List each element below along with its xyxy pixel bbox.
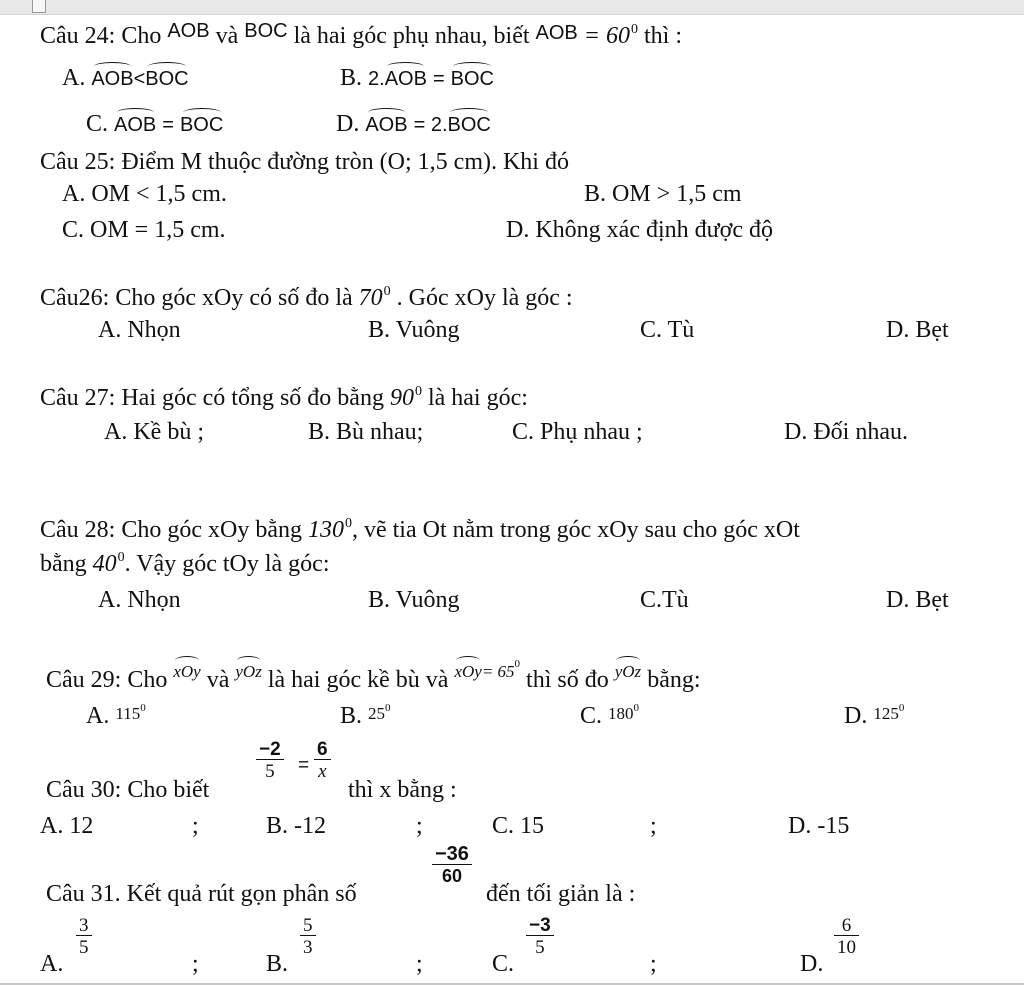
- q24-stem: [40, 20, 682, 49]
- q30-equals: =: [298, 755, 310, 776]
- q31-separator-3: ;: [650, 951, 657, 977]
- q29-option-c-label: C.: [580, 703, 603, 729]
- q24-option-a: [62, 66, 189, 90]
- q24-option-b: [340, 66, 494, 90]
- q24-option-b-right: BOC: [450, 68, 494, 90]
- q30-separator-1: ;: [192, 813, 199, 839]
- q29-option-c-degree: 0: [633, 702, 640, 714]
- q29-option-b-label: B.: [340, 703, 363, 729]
- q31-stem-end: đến tối giản là :: [486, 881, 636, 907]
- q24-option-d-label: D.: [336, 111, 360, 137]
- q24-option-b-label: B.: [340, 65, 363, 91]
- q24-stem-end: thì :: [643, 23, 682, 49]
- q29-option-c-value: 180: [608, 704, 634, 723]
- q29-option-b-value: 25: [368, 704, 386, 723]
- q28-option-c: C.Tù: [640, 587, 689, 613]
- q29-option-c: [580, 704, 639, 728]
- q29-angle-xoy: xOy: [173, 662, 201, 681]
- q26-option-d: D. Bẹt: [886, 317, 949, 343]
- q29-option-d-label: D.: [844, 703, 868, 729]
- q29-option-a-label: A.: [86, 703, 110, 729]
- q29-angle-xoy-given: xOy: [454, 662, 482, 681]
- q31-option-c-label: C.: [492, 951, 515, 977]
- q31-separator-1: ;: [192, 951, 199, 977]
- q27-stem-end: là hai góc:: [427, 385, 528, 411]
- q31-fraction: [432, 844, 472, 885]
- q27-option-d: D. Đối nhau.: [784, 419, 908, 445]
- q31-option-b-fraction: [300, 916, 316, 957]
- q25-option-d: D. Không xác định được độ: [506, 217, 773, 243]
- q25-option-a: A. OM < 1,5 cm.: [62, 181, 227, 207]
- q24-option-a-left: AOB: [91, 68, 134, 90]
- q31-option-a-label: A.: [40, 951, 64, 977]
- q29-stem: [46, 658, 701, 693]
- q28-option-d: D. Bẹt: [886, 587, 949, 613]
- q24-angle-aob: AOB: [167, 20, 210, 42]
- q31-option-c-denominator: 5: [526, 935, 554, 957]
- q26-stem-end: . Góc xOy là góc :: [396, 285, 573, 311]
- q27-stem-text: Câu 27: Hai góc có tổng số đo bằng: [40, 385, 384, 411]
- q24-degree: 0: [630, 22, 638, 37]
- q24-option-a-right: BOC: [145, 68, 189, 90]
- q26-degree: 0: [383, 284, 391, 299]
- q29-option-d-degree: 0: [898, 702, 905, 714]
- q31-separator-2: ;: [416, 951, 423, 977]
- q24-option-d: [336, 112, 491, 136]
- q24-option-d-op: = 2.: [413, 114, 448, 136]
- q31-option-b-denominator: 3: [300, 935, 316, 957]
- q24-option-c-right: BOC: [179, 114, 224, 136]
- q29-option-b: [340, 704, 391, 728]
- q30-separator-2: ;: [416, 813, 423, 839]
- q25-stem: Câu 25: Điểm M thuộc đường tròn (O; 1,5 cm). Khi đó: [40, 149, 569, 175]
- q24-angle-aob-given: AOB: [535, 22, 578, 44]
- q29-option-a-value: 115: [115, 704, 141, 723]
- q27-option-a: A. Kề bù ;: [104, 419, 204, 445]
- q24-stem-text: Câu 24: Cho: [40, 23, 162, 49]
- q28-stem-line2: [40, 552, 330, 576]
- q24-option-d-left: AOB: [365, 114, 408, 136]
- q29-option-b-degree: 0: [385, 702, 391, 714]
- q30-option-b: B. -12: [266, 813, 326, 839]
- q27-option-b: B. Bù nhau;: [308, 419, 424, 445]
- q24-option-c-op: =: [162, 114, 174, 136]
- q26-option-b: B. Vuông: [368, 317, 460, 343]
- page-corner-marker: [32, 0, 46, 13]
- q28-stem-end: . Vậy góc tOy là góc:: [124, 551, 330, 577]
- q29-degree: 0: [514, 658, 521, 670]
- q27-angle-value: 90: [389, 385, 414, 411]
- q29-stem-text3: thì số đo: [526, 667, 609, 693]
- q26-angle-value: 70: [358, 285, 383, 311]
- q25-option-b: B. OM > 1,5 cm: [584, 181, 742, 207]
- q26-option-c: C. Tù: [640, 317, 695, 343]
- q24-option-a-op: <: [133, 68, 146, 90]
- q29-option-d-value: 125: [873, 704, 899, 723]
- q28-angle-value2: 40: [92, 551, 117, 577]
- q24-stem-and: và: [215, 23, 239, 49]
- q31-fraction-numerator: −36: [435, 843, 469, 865]
- q28-option-a: A. Nhọn: [98, 587, 181, 613]
- q31-option-d-fraction: [834, 916, 859, 957]
- q31-option-d-numerator: 6: [841, 915, 852, 936]
- q28-stem-text3: bằng: [40, 551, 87, 577]
- q31-option-c-numerator: −3: [529, 915, 551, 936]
- q27-stem: [40, 386, 528, 410]
- q28-stem-line1: [40, 518, 800, 542]
- q28-stem-text: Câu 28: Cho góc xOy bằng: [40, 517, 302, 543]
- q29-stem-text: Câu 29: Cho: [46, 667, 168, 693]
- q24-stem-text2: là hai góc phụ nhau, biết: [293, 23, 530, 49]
- q31-option-d-denominator: 10: [834, 935, 859, 957]
- q30-option-c: C. 15: [492, 813, 545, 839]
- q30-option-a: A. 12: [40, 813, 94, 839]
- q31-option-c-fraction: [526, 916, 554, 957]
- q31-fraction-denominator: 60: [432, 864, 472, 885]
- q25-option-c: C. OM = 1,5 cm.: [62, 217, 226, 243]
- q28-option-b: B. Vuông: [368, 587, 460, 613]
- q29-option-d: [844, 704, 904, 728]
- q24-option-a-label: A.: [62, 65, 86, 91]
- q31-option-d-label: D.: [800, 951, 824, 977]
- q31-option-a-numerator: 3: [79, 915, 89, 936]
- q30-stem-text: Câu 30: Cho biết: [46, 777, 210, 803]
- q30-fraction-left-numerator: −2: [259, 739, 281, 760]
- q27-degree: 0: [414, 384, 422, 399]
- document-ruler-bar: [0, 0, 1024, 15]
- q24-option-c-label: C.: [86, 111, 109, 137]
- q24-option-c-left: AOB: [114, 114, 157, 136]
- q29-option-a: [86, 704, 146, 728]
- q31-option-a-fraction: [76, 916, 92, 957]
- q30-fraction-right: [314, 740, 331, 781]
- q24-angle-value: = 60: [583, 23, 630, 49]
- q26-stem: [40, 286, 573, 310]
- q28-degree: 0: [344, 516, 352, 531]
- q30-fraction-left: [256, 740, 284, 781]
- q29-angle-value: = 65: [481, 662, 515, 681]
- q30-fraction-right-numerator: 6: [317, 739, 328, 760]
- q29-angle-yoz: yOz: [235, 662, 262, 681]
- q24-option-b-left: AOB: [384, 68, 427, 90]
- q24-option-c: [86, 112, 223, 136]
- q28-degree2: 0: [117, 550, 125, 565]
- q30-fraction-right-denominator: x: [314, 759, 331, 781]
- q24-angle-boc: BOC: [244, 20, 288, 42]
- q31-stem-text: Câu 31. Kết quả rút gọn phân số: [46, 881, 357, 907]
- q28-stem-text2: , vẽ tia Ot nằm trong góc xOy sau cho góc xOt: [351, 517, 800, 543]
- q29-option-a-degree: 0: [140, 702, 146, 714]
- q29-stem-end: bằng:: [647, 667, 701, 693]
- q30-option-d: D. -15: [788, 813, 850, 839]
- q26-option-a: A. Nhọn: [98, 317, 181, 343]
- q31-option-b-label: B.: [266, 951, 289, 977]
- q29-stem-text2: là hai góc kề bù và: [267, 667, 449, 693]
- q29-stem-and: và: [206, 667, 230, 693]
- q31-option-a-denominator: 5: [76, 935, 92, 957]
- q28-angle-value: 130: [307, 517, 344, 543]
- q30-separator-3: ;: [650, 813, 657, 839]
- q27-option-c: C. Phụ nhau ;: [512, 419, 643, 445]
- q24-option-d-right: BOC: [447, 114, 491, 136]
- q26-stem-text: Câu26: Cho góc xOy có số đo là: [40, 285, 353, 311]
- q24-option-b-coef: 2.: [368, 68, 385, 90]
- q31-option-b-numerator: 5: [303, 915, 313, 936]
- q29-angle-yoz-asked: yOz: [614, 662, 642, 681]
- q24-option-b-op: =: [432, 68, 445, 90]
- q30-stem-end: thì x bằng :: [348, 777, 457, 803]
- q30-fraction-left-denominator: 5: [256, 759, 284, 781]
